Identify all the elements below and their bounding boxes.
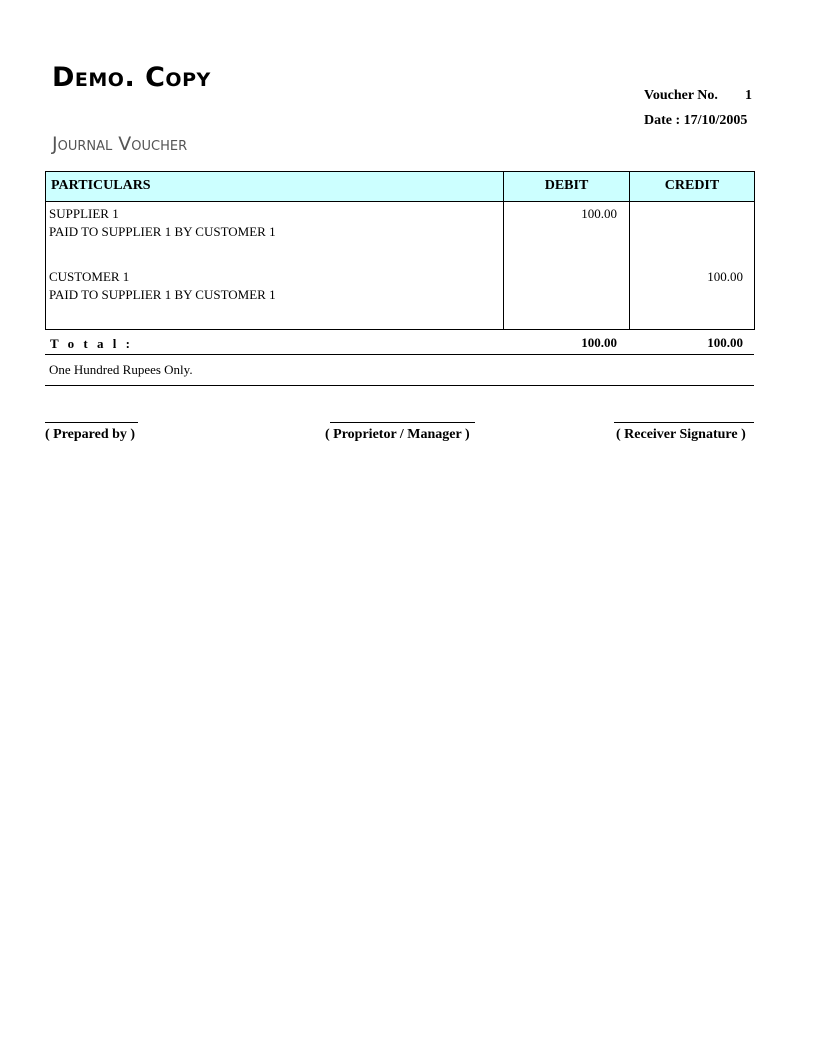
divider bbox=[45, 385, 754, 386]
signature-line bbox=[45, 422, 138, 423]
prepared-by-label: ( Prepared by ) bbox=[45, 427, 136, 442]
column-header-credit: CREDIT bbox=[664, 178, 720, 193]
total-debit: 100.00 bbox=[581, 335, 617, 350]
voucher-number-label: Voucher No. bbox=[644, 88, 718, 103]
divider bbox=[45, 354, 754, 355]
voucher-number-value: 1 bbox=[745, 88, 752, 103]
proprietor-label: ( Proprietor / Manager ) bbox=[325, 427, 470, 442]
total-label: T o t a l : bbox=[50, 336, 133, 351]
entry-credit: 100.00 bbox=[707, 269, 743, 284]
column-divider bbox=[503, 172, 504, 329]
signature-line bbox=[614, 422, 754, 423]
column-header-particulars: PARTICULARS bbox=[51, 178, 151, 193]
entry-account: SUPPLIER 1 bbox=[49, 206, 119, 221]
total-credit: 100.00 bbox=[707, 335, 743, 350]
signature-line bbox=[330, 422, 475, 423]
company-name: Demo. Copy bbox=[52, 62, 211, 93]
column-divider bbox=[629, 172, 630, 329]
entry-debit: 100.00 bbox=[581, 206, 617, 221]
entry-narration: PAID TO SUPPLIER 1 BY CUSTOMER 1 bbox=[49, 224, 276, 239]
voucher-date: Date : 17/10/2005 bbox=[644, 113, 748, 128]
amount-in-words: One Hundred Rupees Only. bbox=[49, 362, 193, 377]
entry-account: CUSTOMER 1 bbox=[49, 269, 130, 284]
column-header-debit: DEBIT bbox=[544, 178, 589, 193]
voucher-type-title: Journal Voucher bbox=[52, 133, 188, 155]
entry-narration: PAID TO SUPPLIER 1 BY CUSTOMER 1 bbox=[49, 287, 276, 302]
receiver-signature-label: ( Receiver Signature ) bbox=[616, 427, 746, 442]
